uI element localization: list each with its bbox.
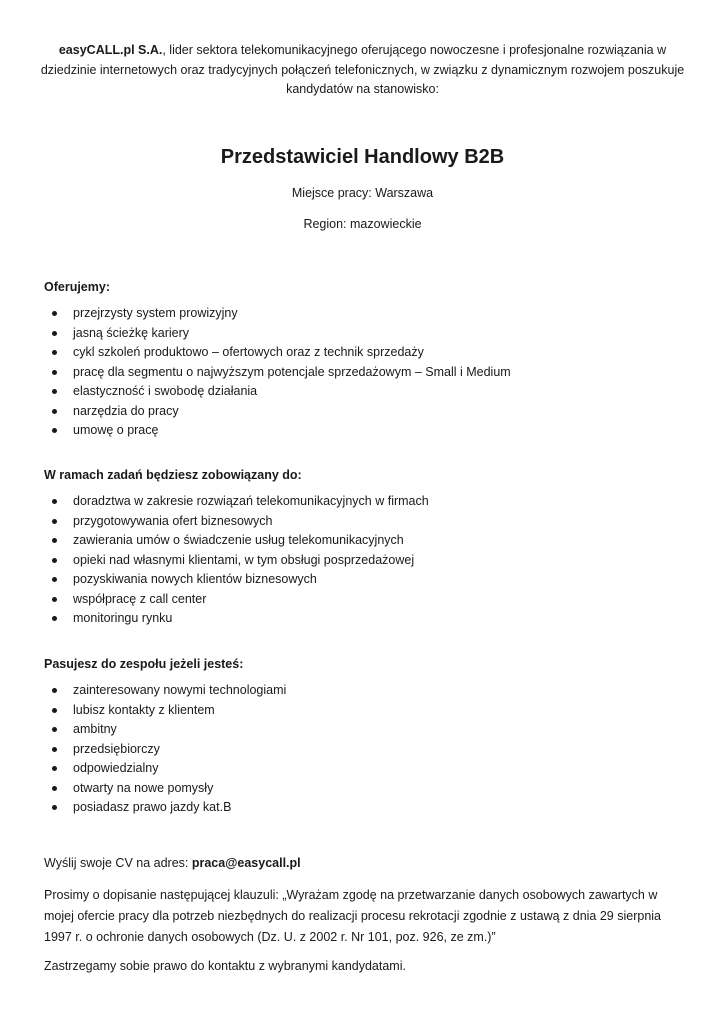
cv-label: Wyślij swoje CV na adres: bbox=[44, 856, 192, 870]
list-item: jasną ścieżkę kariery bbox=[44, 324, 684, 344]
requirements-heading: Pasujesz do zespołu jeżeli jesteś: bbox=[44, 657, 244, 671]
offer-heading: Oferujemy: bbox=[44, 280, 110, 294]
requirements-list bbox=[44, 681, 684, 818]
list-item: cykl szkoleń produktowo – ofertowych oraz z technik sprzedaży bbox=[44, 343, 684, 363]
list-item: przejrzysty system prowizyjny bbox=[44, 304, 684, 324]
email-address: praca@easycall.pl bbox=[191, 856, 301, 870]
list-item: doradztwa w zakresie rozwiązań telekomunikacyjnych w firmach bbox=[44, 492, 684, 512]
job-region: Region: mazowieckie bbox=[303, 217, 422, 231]
list-item: współpracę z call center bbox=[44, 590, 684, 610]
list-item: opieki nad własnymi klientami, w tym obsługi posprzedażowej bbox=[44, 551, 684, 571]
list-item: monitoringu rynku bbox=[44, 609, 684, 629]
duties-heading: W ramach zadań będziesz zobowiązany do: bbox=[44, 468, 302, 482]
list-item: lubisz kontakty z klientem bbox=[44, 701, 684, 721]
list-item: otwarty na nowe pomysły bbox=[44, 779, 684, 799]
list-item: ambitny bbox=[44, 720, 684, 740]
list-item: odpowiedzialny bbox=[44, 759, 684, 779]
intro-text: , lider sektora telekomunikacyjnego oferującego nowoczesne i profesjonalne rozwiązania w dziedzinie internetowych oraz tradycyjnych połączeń telefonicznych, w związku z dynamicznym rozwojem poszukuje kandydatów na stanowisko: bbox=[40, 43, 685, 96]
list-item: posiadasz prawo jazdy kat.B bbox=[44, 798, 684, 818]
consent-clause: Prosimy o dopisanie następującej klauzuli: „Wyrażam zgodę na przetwarzanie danych osobowych zawartych w mojej ofercie pracy dla potrzeb niezbędnych do realizacji procesu rekrotacji zgodnie z ustawą z dnia 29 sierpnia 1997 r. o ochronie danych osobowych (Dz. U. z 2002 r. Nr 101, poz. 926, ze zm.)” bbox=[44, 888, 661, 944]
list-item: pozyskiwania nowych klientów biznesowych bbox=[44, 570, 684, 590]
list-item: zawierania umów o świadczenie usług telekomunikacyjnych bbox=[44, 531, 684, 551]
list-item: przedsiębiorczy bbox=[44, 740, 684, 760]
company-name: easyCALL.pl S.A. bbox=[58, 43, 163, 57]
intro-paragraph bbox=[40, 41, 685, 100]
cv-contact-line bbox=[44, 854, 684, 874]
list-item: przygotowywania ofert biznesowych bbox=[44, 512, 684, 532]
closing-note: Zastrzegamy sobie prawo do kontaktu z wybranymi kandydatami. bbox=[44, 959, 406, 973]
list-item: elastyczność i swobodę działania bbox=[44, 382, 684, 402]
job-title: Przedstawiciel Handlowy B2B bbox=[220, 146, 505, 168]
duties-list bbox=[44, 492, 684, 629]
list-item: umowę o pracę bbox=[44, 421, 684, 441]
list-item: narzędzia do pracy bbox=[44, 402, 684, 422]
list-item: pracę dla segmentu o najwyższym potencjale sprzedażowym – Small i Medium bbox=[44, 363, 684, 383]
list-item: zainteresowany nowymi technologiami bbox=[44, 681, 684, 701]
job-location: Miejsce pracy: Warszawa bbox=[291, 186, 434, 200]
offer-list bbox=[44, 304, 684, 441]
